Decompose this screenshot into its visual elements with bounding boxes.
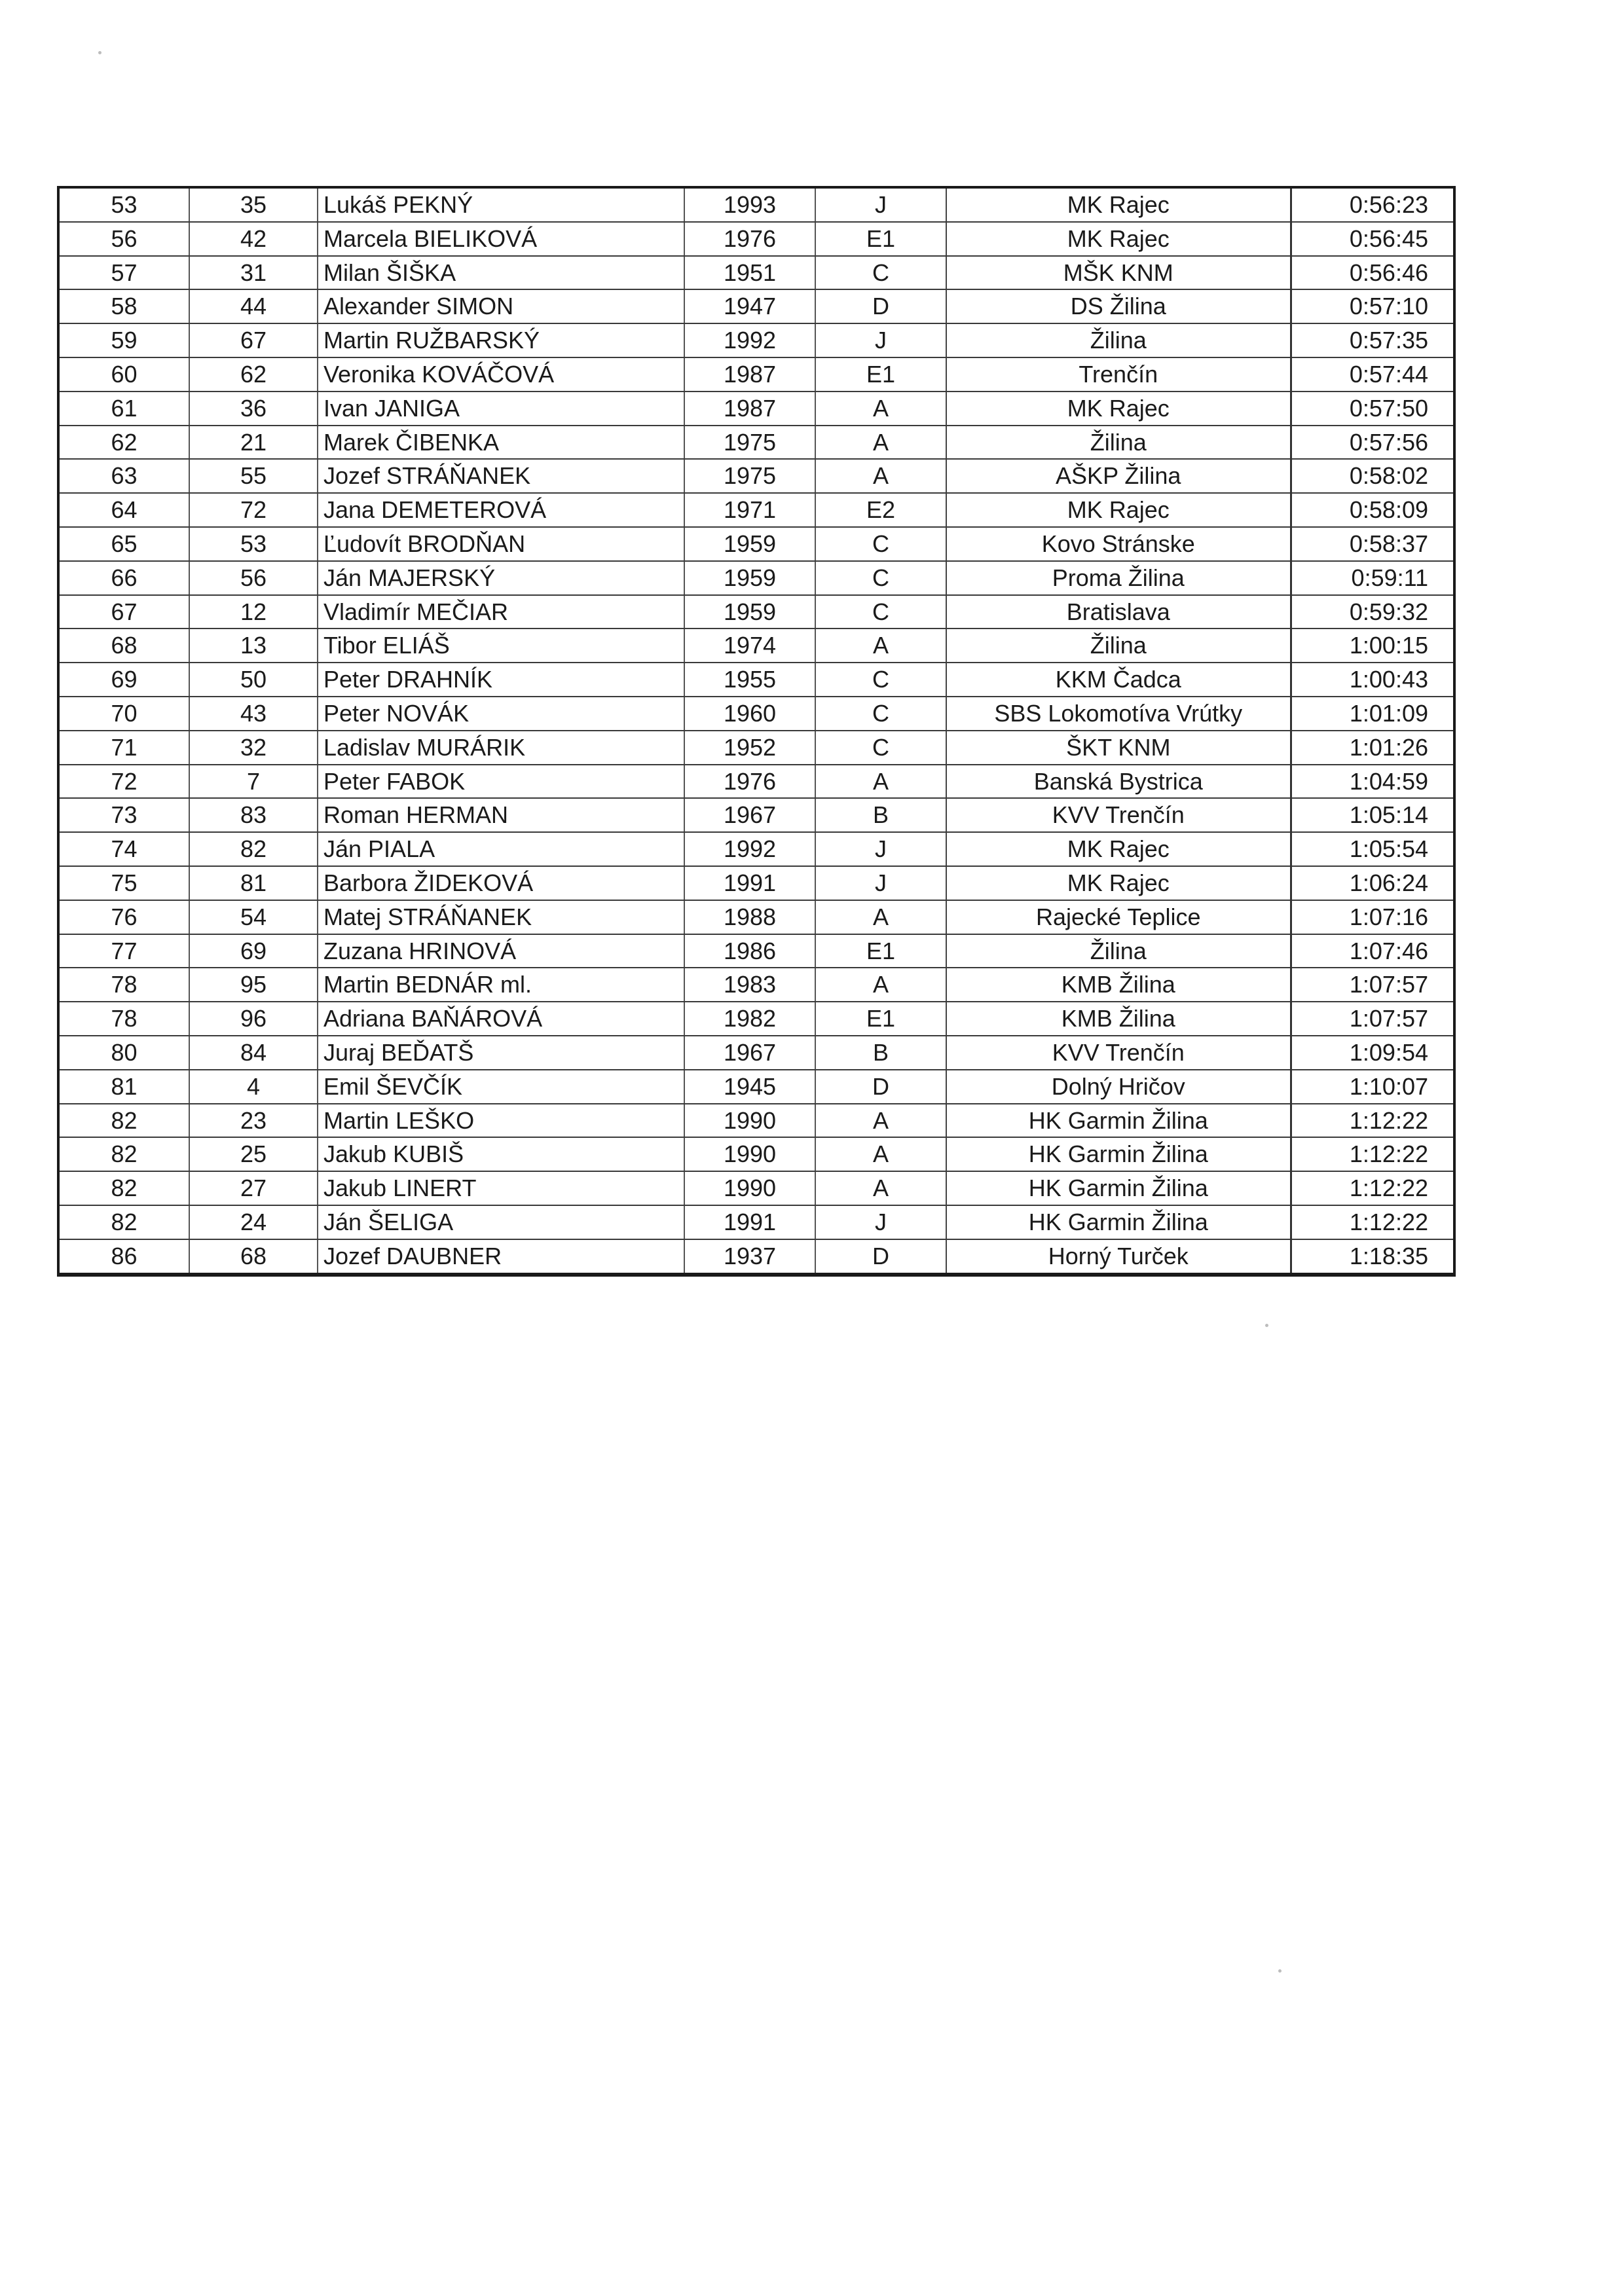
- bib-cell: 72: [189, 493, 318, 527]
- table-row: [58, 426, 1454, 460]
- rank-cell: 78: [58, 1002, 189, 1036]
- rank-cell: 69: [58, 663, 189, 697]
- club-cell: KVV Trenčín: [946, 1036, 1291, 1070]
- time-cell: 1:12:22: [1291, 1205, 1454, 1239]
- name-cell: Alexander SIMON: [318, 289, 684, 323]
- rank-cell: 64: [58, 493, 189, 527]
- time-cell: 0:58:37: [1291, 527, 1454, 561]
- category-cell: A: [815, 1104, 946, 1138]
- rank-cell: 66: [58, 561, 189, 595]
- bib-cell: 81: [189, 866, 318, 900]
- rank-cell: 70: [58, 697, 189, 731]
- rank-cell: 60: [58, 357, 189, 392]
- category-cell: B: [815, 1036, 946, 1070]
- club-cell: Dolný Hričov: [946, 1070, 1291, 1104]
- name-cell: Vladimír MEČIAR: [318, 595, 684, 629]
- results-body: [58, 187, 1454, 1275]
- club-cell: ŠKT KNM: [946, 731, 1291, 765]
- year-cell: 1971: [684, 493, 815, 527]
- year-cell: 1967: [684, 798, 815, 832]
- time-cell: 1:12:22: [1291, 1104, 1454, 1138]
- year-cell: 1976: [684, 765, 815, 799]
- name-cell: Roman HERMAN: [318, 798, 684, 832]
- club-cell: MK Rajec: [946, 222, 1291, 256]
- year-cell: 1959: [684, 527, 815, 561]
- bib-cell: 56: [189, 561, 318, 595]
- rank-cell: 82: [58, 1171, 189, 1205]
- category-cell: A: [815, 1171, 946, 1205]
- name-cell: Emil ŠEVČÍK: [318, 1070, 684, 1104]
- rank-cell: 86: [58, 1239, 189, 1275]
- club-cell: Banská Bystrica: [946, 765, 1291, 799]
- rank-cell: 63: [58, 459, 189, 493]
- rank-cell: 82: [58, 1104, 189, 1138]
- name-cell: Ladislav MURÁRIK: [318, 731, 684, 765]
- time-cell: 0:56:45: [1291, 222, 1454, 256]
- bib-cell: 32: [189, 731, 318, 765]
- club-cell: DS Žilina: [946, 289, 1291, 323]
- table-row: [58, 765, 1454, 799]
- bib-cell: 44: [189, 289, 318, 323]
- table-row: [58, 527, 1454, 561]
- name-cell: Adriana BAŇÁROVÁ: [318, 1002, 684, 1036]
- table-row: [58, 289, 1454, 323]
- club-cell: MK Rajec: [946, 187, 1291, 222]
- rank-cell: 82: [58, 1205, 189, 1239]
- name-cell: Veronika KOVÁČOVÁ: [318, 357, 684, 392]
- category-cell: J: [815, 832, 946, 866]
- name-cell: Matej STRÁŇANEK: [318, 900, 684, 934]
- category-cell: C: [815, 663, 946, 697]
- category-cell: A: [815, 900, 946, 934]
- club-cell: HK Garmin Žilina: [946, 1171, 1291, 1205]
- club-cell: KMB Žilina: [946, 968, 1291, 1002]
- year-cell: 1976: [684, 222, 815, 256]
- name-cell: Ľudovít BRODŇAN: [318, 527, 684, 561]
- year-cell: 1945: [684, 1070, 815, 1104]
- club-cell: Žilina: [946, 323, 1291, 357]
- year-cell: 1992: [684, 323, 815, 357]
- category-cell: B: [815, 798, 946, 832]
- time-cell: 0:57:56: [1291, 426, 1454, 460]
- year-cell: 1974: [684, 629, 815, 663]
- bib-cell: 23: [189, 1104, 318, 1138]
- time-cell: 1:00:43: [1291, 663, 1454, 697]
- time-cell: 0:57:10: [1291, 289, 1454, 323]
- rank-cell: 68: [58, 629, 189, 663]
- category-cell: C: [815, 731, 946, 765]
- name-cell: Peter NOVÁK: [318, 697, 684, 731]
- table-row: [58, 968, 1454, 1002]
- bib-cell: 35: [189, 187, 318, 222]
- bib-cell: 54: [189, 900, 318, 934]
- year-cell: 1991: [684, 866, 815, 900]
- table-row: [58, 832, 1454, 866]
- club-cell: Proma Žilina: [946, 561, 1291, 595]
- name-cell: Jakub KUBIŠ: [318, 1137, 684, 1171]
- time-cell: 1:01:26: [1291, 731, 1454, 765]
- bib-cell: 25: [189, 1137, 318, 1171]
- bib-cell: 21: [189, 426, 318, 460]
- results-table: [57, 186, 1456, 1277]
- year-cell: 1955: [684, 663, 815, 697]
- year-cell: 1937: [684, 1239, 815, 1275]
- name-cell: Jozef STRÁŇANEK: [318, 459, 684, 493]
- table-row: [58, 1070, 1454, 1104]
- bib-cell: 68: [189, 1239, 318, 1275]
- name-cell: Marek ČIBENKA: [318, 426, 684, 460]
- name-cell: Peter DRAHNÍK: [318, 663, 684, 697]
- time-cell: 1:07:57: [1291, 1002, 1454, 1036]
- club-cell: MK Rajec: [946, 392, 1291, 426]
- rank-cell: 62: [58, 426, 189, 460]
- category-cell: D: [815, 1239, 946, 1275]
- time-cell: 0:56:46: [1291, 256, 1454, 290]
- table-row: [58, 1171, 1454, 1205]
- name-cell: Martin BEDNÁR ml.: [318, 968, 684, 1002]
- category-cell: A: [815, 968, 946, 1002]
- bib-cell: 27: [189, 1171, 318, 1205]
- rank-cell: 81: [58, 1070, 189, 1104]
- club-cell: Trenčín: [946, 357, 1291, 392]
- time-cell: 1:00:15: [1291, 629, 1454, 663]
- year-cell: 1959: [684, 595, 815, 629]
- time-cell: 1:05:14: [1291, 798, 1454, 832]
- table-row: [58, 357, 1454, 392]
- bib-cell: 42: [189, 222, 318, 256]
- rank-cell: 65: [58, 527, 189, 561]
- year-cell: 1990: [684, 1104, 815, 1138]
- year-cell: 1975: [684, 459, 815, 493]
- year-cell: 1967: [684, 1036, 815, 1070]
- time-cell: 0:58:02: [1291, 459, 1454, 493]
- scan-speck: [1265, 1324, 1268, 1327]
- bib-cell: 13: [189, 629, 318, 663]
- time-cell: 1:10:07: [1291, 1070, 1454, 1104]
- category-cell: A: [815, 426, 946, 460]
- year-cell: 1982: [684, 1002, 815, 1036]
- club-cell: MŠK KNM: [946, 256, 1291, 290]
- table-row: [58, 256, 1454, 290]
- bib-cell: 43: [189, 697, 318, 731]
- name-cell: Juraj BEĎATŠ: [318, 1036, 684, 1070]
- rank-cell: 56: [58, 222, 189, 256]
- club-cell: Horný Turček: [946, 1239, 1291, 1275]
- scan-speck: [1278, 1969, 1282, 1973]
- year-cell: 1991: [684, 1205, 815, 1239]
- bib-cell: 62: [189, 357, 318, 392]
- table-row: [58, 1137, 1454, 1171]
- time-cell: 1:04:59: [1291, 765, 1454, 799]
- category-cell: A: [815, 629, 946, 663]
- time-cell: 1:12:22: [1291, 1171, 1454, 1205]
- time-cell: 0:59:32: [1291, 595, 1454, 629]
- table-row: [58, 1036, 1454, 1070]
- year-cell: 1987: [684, 357, 815, 392]
- bib-cell: 31: [189, 256, 318, 290]
- rank-cell: 78: [58, 968, 189, 1002]
- rank-cell: 77: [58, 934, 189, 968]
- category-cell: C: [815, 256, 946, 290]
- year-cell: 1947: [684, 289, 815, 323]
- table-row: [58, 1239, 1454, 1275]
- year-cell: 1990: [684, 1171, 815, 1205]
- rank-cell: 74: [58, 832, 189, 866]
- category-cell: A: [815, 1137, 946, 1171]
- bib-cell: 53: [189, 527, 318, 561]
- rank-cell: 72: [58, 765, 189, 799]
- rank-cell: 59: [58, 323, 189, 357]
- table-row: [58, 629, 1454, 663]
- bib-cell: 96: [189, 1002, 318, 1036]
- time-cell: 1:05:54: [1291, 832, 1454, 866]
- year-cell: 1990: [684, 1137, 815, 1171]
- time-cell: 0:56:23: [1291, 187, 1454, 222]
- club-cell: HK Garmin Žilina: [946, 1137, 1291, 1171]
- club-cell: Kovo Stránske: [946, 527, 1291, 561]
- table-row: [58, 392, 1454, 426]
- club-cell: Rajecké Teplice: [946, 900, 1291, 934]
- time-cell: 1:07:57: [1291, 968, 1454, 1002]
- table-row: [58, 222, 1454, 256]
- year-cell: 1983: [684, 968, 815, 1002]
- time-cell: 0:59:11: [1291, 561, 1454, 595]
- year-cell: 1952: [684, 731, 815, 765]
- rank-cell: 76: [58, 900, 189, 934]
- name-cell: Jozef DAUBNER: [318, 1239, 684, 1275]
- category-cell: A: [815, 392, 946, 426]
- bib-cell: 24: [189, 1205, 318, 1239]
- time-cell: 1:12:22: [1291, 1137, 1454, 1171]
- table-row: [58, 187, 1454, 222]
- rank-cell: 73: [58, 798, 189, 832]
- year-cell: 1987: [684, 392, 815, 426]
- category-cell: C: [815, 697, 946, 731]
- rank-cell: 80: [58, 1036, 189, 1070]
- name-cell: Jana DEMETEROVÁ: [318, 493, 684, 527]
- table-row: [58, 1205, 1454, 1239]
- time-cell: 0:57:35: [1291, 323, 1454, 357]
- time-cell: 1:07:46: [1291, 934, 1454, 968]
- name-cell: Lukáš PEKNÝ: [318, 187, 684, 222]
- rank-cell: 71: [58, 731, 189, 765]
- table-row: [58, 798, 1454, 832]
- category-cell: C: [815, 595, 946, 629]
- bib-cell: 69: [189, 934, 318, 968]
- category-cell: D: [815, 1070, 946, 1104]
- category-cell: J: [815, 187, 946, 222]
- rank-cell: 58: [58, 289, 189, 323]
- bib-cell: 95: [189, 968, 318, 1002]
- category-cell: A: [815, 459, 946, 493]
- time-cell: 1:09:54: [1291, 1036, 1454, 1070]
- year-cell: 1960: [684, 697, 815, 731]
- club-cell: KMB Žilina: [946, 1002, 1291, 1036]
- time-cell: 1:07:16: [1291, 900, 1454, 934]
- year-cell: 1986: [684, 934, 815, 968]
- name-cell: Jakub LINERT: [318, 1171, 684, 1205]
- club-cell: SBS Lokomotíva Vrútky: [946, 697, 1291, 731]
- category-cell: E1: [815, 357, 946, 392]
- bib-cell: 7: [189, 765, 318, 799]
- time-cell: 1:01:09: [1291, 697, 1454, 731]
- name-cell: Barbora ŽIDEKOVÁ: [318, 866, 684, 900]
- bib-cell: 12: [189, 595, 318, 629]
- name-cell: Ján ŠELIGA: [318, 1205, 684, 1239]
- club-cell: Žilina: [946, 934, 1291, 968]
- table-row: [58, 731, 1454, 765]
- category-cell: A: [815, 765, 946, 799]
- table-row: [58, 663, 1454, 697]
- name-cell: Peter FABOK: [318, 765, 684, 799]
- table-row: [58, 595, 1454, 629]
- name-cell: Ján MAJERSKÝ: [318, 561, 684, 595]
- table-row: [58, 1104, 1454, 1138]
- club-cell: MK Rajec: [946, 493, 1291, 527]
- year-cell: 1993: [684, 187, 815, 222]
- name-cell: Marcela BIELIKOVÁ: [318, 222, 684, 256]
- year-cell: 1975: [684, 426, 815, 460]
- club-cell: MK Rajec: [946, 832, 1291, 866]
- time-cell: 1:06:24: [1291, 866, 1454, 900]
- table-row: [58, 561, 1454, 595]
- category-cell: E1: [815, 1002, 946, 1036]
- time-cell: 0:57:44: [1291, 357, 1454, 392]
- rank-cell: 61: [58, 392, 189, 426]
- category-cell: J: [815, 1205, 946, 1239]
- bib-cell: 50: [189, 663, 318, 697]
- bib-cell: 36: [189, 392, 318, 426]
- rank-cell: 67: [58, 595, 189, 629]
- club-cell: HK Garmin Žilina: [946, 1104, 1291, 1138]
- table-row: [58, 323, 1454, 357]
- bib-cell: 83: [189, 798, 318, 832]
- year-cell: 1959: [684, 561, 815, 595]
- category-cell: E1: [815, 222, 946, 256]
- rank-cell: 82: [58, 1137, 189, 1171]
- name-cell: Tibor ELIÁŠ: [318, 629, 684, 663]
- club-cell: AŠKP Žilina: [946, 459, 1291, 493]
- table-row: [58, 459, 1454, 493]
- bib-cell: 82: [189, 832, 318, 866]
- year-cell: 1951: [684, 256, 815, 290]
- club-cell: HK Garmin Žilina: [946, 1205, 1291, 1239]
- category-cell: E1: [815, 934, 946, 968]
- name-cell: Ján PIALA: [318, 832, 684, 866]
- bib-cell: 55: [189, 459, 318, 493]
- club-cell: Žilina: [946, 426, 1291, 460]
- category-cell: J: [815, 323, 946, 357]
- club-cell: KKM Čadca: [946, 663, 1291, 697]
- club-cell: MK Rajec: [946, 866, 1291, 900]
- year-cell: 1988: [684, 900, 815, 934]
- club-cell: Bratislava: [946, 595, 1291, 629]
- rank-cell: 75: [58, 866, 189, 900]
- year-cell: 1992: [684, 832, 815, 866]
- table-row: [58, 934, 1454, 968]
- bib-cell: 84: [189, 1036, 318, 1070]
- name-cell: Martin LEŠKO: [318, 1104, 684, 1138]
- club-cell: Žilina: [946, 629, 1291, 663]
- name-cell: Ivan JANIGA: [318, 392, 684, 426]
- table-row: [58, 900, 1454, 934]
- table-row: [58, 1002, 1454, 1036]
- bib-cell: 4: [189, 1070, 318, 1104]
- club-cell: KVV Trenčín: [946, 798, 1291, 832]
- bib-cell: 67: [189, 323, 318, 357]
- name-cell: Martin RUŽBARSKÝ: [318, 323, 684, 357]
- rank-cell: 53: [58, 187, 189, 222]
- category-cell: C: [815, 527, 946, 561]
- time-cell: 1:18:35: [1291, 1239, 1454, 1275]
- table-row: [58, 697, 1454, 731]
- name-cell: Milan ŠIŠKA: [318, 256, 684, 290]
- scan-speck: [98, 51, 101, 54]
- rank-cell: 57: [58, 256, 189, 290]
- time-cell: 0:58:09: [1291, 493, 1454, 527]
- category-cell: C: [815, 561, 946, 595]
- time-cell: 0:57:50: [1291, 392, 1454, 426]
- category-cell: J: [815, 866, 946, 900]
- category-cell: E2: [815, 493, 946, 527]
- table-row: [58, 866, 1454, 900]
- name-cell: Zuzana HRINOVÁ: [318, 934, 684, 968]
- category-cell: D: [815, 289, 946, 323]
- table-row: [58, 493, 1454, 527]
